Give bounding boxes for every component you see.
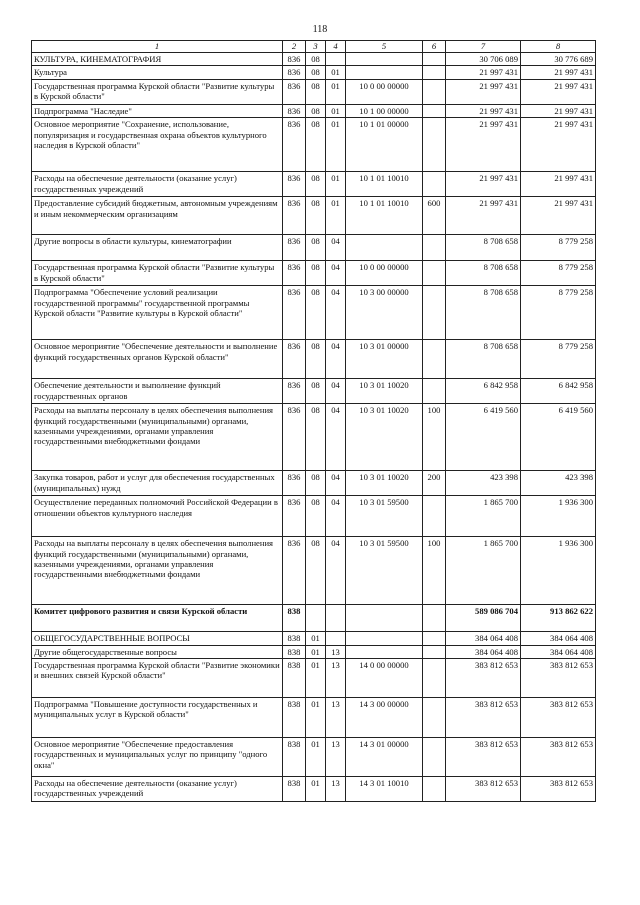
- row-name: КУЛЬТУРА, КИНЕМАТОГРАФИЯ: [32, 53, 283, 66]
- row-ministry-code: 838: [283, 632, 306, 645]
- row-section: 08: [306, 79, 326, 104]
- row-ministry-code: 836: [283, 340, 306, 379]
- header-col-6: 6: [423, 41, 446, 53]
- row-target-article: 10 3 01 59500: [346, 537, 423, 605]
- row-amount-year-1: 8 708 658: [446, 340, 521, 379]
- table-row: [32, 537, 596, 605]
- row-section: 01: [306, 632, 326, 645]
- row-target-article: [346, 53, 423, 66]
- row-section: 01: [306, 777, 326, 802]
- row-expense-type: [423, 379, 446, 404]
- row-expense-type: [423, 698, 446, 738]
- row-amount-year-2: 8 779 258: [521, 235, 596, 261]
- row-ministry-code: 836: [283, 404, 306, 471]
- row-target-article: [346, 645, 423, 658]
- row-name: Государственная программа Курской области "Развитие культуры в Курской области": [32, 79, 283, 104]
- row-amount-year-2: 423 398: [521, 471, 596, 496]
- row-target-article: 10 1 01 10010: [346, 197, 423, 235]
- row-amount-year-1: 30 706 089: [446, 53, 521, 66]
- row-name: Государственная программа Курской области "Развитие культуры в Курской области": [32, 261, 283, 286]
- row-amount-year-2: 1 936 300: [521, 537, 596, 605]
- row-name: Расходы на обеспечение деятельности (оказание услуг) государственных учреждений: [32, 172, 283, 197]
- row-subsection: 01: [326, 66, 346, 79]
- row-ministry-code: 836: [283, 537, 306, 605]
- row-amount-year-2: 383 812 653: [521, 698, 596, 738]
- row-section: 08: [306, 496, 326, 537]
- row-amount-year-2: 21 997 431: [521, 104, 596, 117]
- row-section: 08: [306, 53, 326, 66]
- row-ministry-code: 838: [283, 777, 306, 802]
- row-amount-year-1: 6 842 958: [446, 379, 521, 404]
- budget-table: [31, 40, 596, 802]
- row-amount-year-2: 6 842 958: [521, 379, 596, 404]
- row-section: 08: [306, 537, 326, 605]
- row-amount-year-2: 8 779 258: [521, 261, 596, 286]
- row-ministry-code: 836: [283, 197, 306, 235]
- row-subsection: 04: [326, 286, 346, 340]
- header-col-2: 2: [283, 41, 306, 53]
- row-name: Основное мероприятие "Сохранение, использование, популяризация и государственная охрана объектов культурного наследия в Курской области": [32, 118, 283, 172]
- table-row: [32, 379, 596, 404]
- row-subsection: [326, 605, 346, 632]
- row-target-article: 14 3 00 00000: [346, 698, 423, 738]
- row-section: 01: [306, 698, 326, 738]
- row-subsection: 13: [326, 738, 346, 777]
- row-expense-type: 200: [423, 471, 446, 496]
- row-expense-type: [423, 104, 446, 117]
- row-target-article: [346, 605, 423, 632]
- row-name: Основное мероприятие "Обеспечение предоставления государственных и муниципальных услуг по принципу "одного окна": [32, 738, 283, 777]
- row-section: 01: [306, 659, 326, 698]
- row-target-article: 10 1 00 00000: [346, 104, 423, 117]
- row-amount-year-1: 21 997 431: [446, 79, 521, 104]
- row-subsection: 04: [326, 404, 346, 471]
- row-amount-year-1: 21 997 431: [446, 66, 521, 79]
- row-expense-type: [423, 738, 446, 777]
- row-ministry-code: 836: [283, 261, 306, 286]
- row-name: Подпрограмма "Повышение доступности государственных и муниципальных услуг в Курской области": [32, 698, 283, 738]
- row-amount-year-2: 383 812 653: [521, 659, 596, 698]
- row-expense-type: [423, 777, 446, 802]
- row-section: 01: [306, 645, 326, 658]
- row-ministry-code: 836: [283, 66, 306, 79]
- row-expense-type: 600: [423, 197, 446, 235]
- row-section: [306, 605, 326, 632]
- table-row: [32, 698, 596, 738]
- row-target-article: 10 0 00 00000: [346, 261, 423, 286]
- row-target-article: 14 0 00 00000: [346, 659, 423, 698]
- row-section: 08: [306, 172, 326, 197]
- row-section: 08: [306, 104, 326, 117]
- row-ministry-code: 836: [283, 53, 306, 66]
- table-row: [32, 659, 596, 698]
- table-row: [32, 738, 596, 777]
- row-amount-year-1: 383 812 653: [446, 659, 521, 698]
- row-section: 08: [306, 286, 326, 340]
- row-target-article: 10 0 00 00000: [346, 79, 423, 104]
- row-amount-year-2: 21 997 431: [521, 79, 596, 104]
- row-name: Предоставление субсидий бюджетным, автономным учреждениям и иным некоммерческим организациям: [32, 197, 283, 235]
- row-ministry-code: 838: [283, 738, 306, 777]
- header-col-7: 7: [446, 41, 521, 53]
- row-target-article: 10 3 01 10020: [346, 379, 423, 404]
- table-row: [32, 104, 596, 117]
- row-amount-year-1: 384 064 408: [446, 632, 521, 645]
- row-expense-type: [423, 66, 446, 79]
- row-section: 08: [306, 197, 326, 235]
- row-target-article: [346, 235, 423, 261]
- row-amount-year-1: 21 997 431: [446, 197, 521, 235]
- row-target-article: 10 3 01 59500: [346, 496, 423, 537]
- row-amount-year-1: 383 812 653: [446, 777, 521, 802]
- row-amount-year-1: 21 997 431: [446, 104, 521, 117]
- row-subsection: 04: [326, 235, 346, 261]
- row-amount-year-1: 589 086 704: [446, 605, 521, 632]
- row-amount-year-1: 21 997 431: [446, 172, 521, 197]
- row-subsection: 01: [326, 172, 346, 197]
- row-name: Государственная программа Курской области "Развитие экономики и внешних связей Курской области": [32, 659, 283, 698]
- row-name: Культура: [32, 66, 283, 79]
- row-expense-type: [423, 261, 446, 286]
- row-name: Обеспечение деятельности и выполнение функций государственных органов: [32, 379, 283, 404]
- row-name: ОБЩЕГОСУДАРСТВЕННЫЕ ВОПРОСЫ: [32, 632, 283, 645]
- row-expense-type: [423, 286, 446, 340]
- row-amount-year-1: 8 708 658: [446, 235, 521, 261]
- row-expense-type: [423, 605, 446, 632]
- row-section: 08: [306, 340, 326, 379]
- row-amount-year-1: 1 865 700: [446, 496, 521, 537]
- row-subsection: 04: [326, 537, 346, 605]
- row-amount-year-1: 383 812 653: [446, 698, 521, 738]
- row-name: Подпрограмма "Обеспечение условий реализации государственной программы" государственной программы Курской области "Развитие культуры в Курской области": [32, 286, 283, 340]
- row-subsection: 04: [326, 379, 346, 404]
- row-target-article: 10 3 01 00000: [346, 340, 423, 379]
- row-ministry-code: 838: [283, 605, 306, 632]
- table-row: [32, 645, 596, 658]
- row-subsection: 04: [326, 261, 346, 286]
- row-expense-type: [423, 79, 446, 104]
- row-subsection: 01: [326, 197, 346, 235]
- table-row: [32, 286, 596, 340]
- row-amount-year-2: 30 776 689: [521, 53, 596, 66]
- row-ministry-code: 836: [283, 104, 306, 117]
- row-expense-type: [423, 235, 446, 261]
- row-ministry-code: 838: [283, 698, 306, 738]
- row-ministry-code: 836: [283, 471, 306, 496]
- table-row: [32, 66, 596, 79]
- row-target-article: 14 3 01 10010: [346, 777, 423, 802]
- table-row: [32, 79, 596, 104]
- row-amount-year-1: 383 812 653: [446, 738, 521, 777]
- row-target-article: 10 1 01 10010: [346, 172, 423, 197]
- row-ministry-code: 836: [283, 79, 306, 104]
- row-amount-year-1: 8 708 658: [446, 286, 521, 340]
- row-amount-year-2: 21 997 431: [521, 197, 596, 235]
- table-row: [32, 632, 596, 645]
- row-amount-year-2: 6 419 560: [521, 404, 596, 471]
- row-expense-type: [423, 118, 446, 172]
- row-section: 08: [306, 404, 326, 471]
- header-col-3: 3: [306, 41, 326, 53]
- table-row: [32, 340, 596, 379]
- row-ministry-code: 838: [283, 659, 306, 698]
- row-name: Осуществление переданных полномочий Российской Федерации в отношении объектов культурного наследия: [32, 496, 283, 537]
- page-number: 118: [312, 24, 328, 35]
- row-expense-type: [423, 172, 446, 197]
- row-amount-year-1: 6 419 560: [446, 404, 521, 471]
- row-amount-year-2: 383 812 653: [521, 777, 596, 802]
- table-header-row: [32, 41, 596, 53]
- row-ministry-code: 836: [283, 118, 306, 172]
- row-target-article: 14 3 01 00000: [346, 738, 423, 777]
- row-target-article: 10 3 00 00000: [346, 286, 423, 340]
- row-subsection: 13: [326, 645, 346, 658]
- table-row: [32, 235, 596, 261]
- row-subsection: 04: [326, 471, 346, 496]
- row-section: 08: [306, 66, 326, 79]
- row-amount-year-2: 21 997 431: [521, 172, 596, 197]
- row-amount-year-1: 21 997 431: [446, 118, 521, 172]
- row-amount-year-2: 383 812 653: [521, 738, 596, 777]
- table-row: [32, 471, 596, 496]
- table-row: [32, 118, 596, 172]
- row-section: 08: [306, 379, 326, 404]
- row-section: 08: [306, 471, 326, 496]
- row-ministry-code: 836: [283, 286, 306, 340]
- table-row: [32, 404, 596, 471]
- row-name: Закупка товаров, работ и услуг для обеспечения государственных (муниципальных) нужд: [32, 471, 283, 496]
- table-body: [32, 53, 596, 802]
- table-row: [32, 53, 596, 66]
- row-subsection: 01: [326, 118, 346, 172]
- row-expense-type: [423, 632, 446, 645]
- row-expense-type: 100: [423, 537, 446, 605]
- table-row: [32, 261, 596, 286]
- row-target-article: 10 3 01 10020: [346, 404, 423, 471]
- row-ministry-code: 838: [283, 645, 306, 658]
- row-expense-type: [423, 53, 446, 66]
- row-target-article: 10 3 01 10020: [346, 471, 423, 496]
- row-name: Основное мероприятие "Обеспечение деятельности и выполнение функций государственных органов Курской области": [32, 340, 283, 379]
- table-row: [32, 605, 596, 632]
- row-ministry-code: 836: [283, 172, 306, 197]
- row-amount-year-2: 1 936 300: [521, 496, 596, 537]
- row-amount-year-1: 384 064 408: [446, 645, 521, 658]
- row-subsection: 13: [326, 659, 346, 698]
- row-subsection: 01: [326, 79, 346, 104]
- table-row: [32, 172, 596, 197]
- row-name: Расходы на обеспечение деятельности (оказание услуг) государственных учреждений: [32, 777, 283, 802]
- row-section: 01: [306, 738, 326, 777]
- row-ministry-code: 836: [283, 496, 306, 537]
- row-section: 08: [306, 235, 326, 261]
- row-subsection: [326, 53, 346, 66]
- row-amount-year-1: 1 865 700: [446, 537, 521, 605]
- row-name: Другие общегосударственные вопросы: [32, 645, 283, 658]
- row-amount-year-2: 8 779 258: [521, 286, 596, 340]
- row-subsection: 01: [326, 104, 346, 117]
- row-subsection: 04: [326, 340, 346, 379]
- row-amount-year-1: 423 398: [446, 471, 521, 496]
- row-subsection: 04: [326, 496, 346, 537]
- row-name: Расходы на выплаты персоналу в целях обеспечения выполнения функций государственными (муниципальными) органами, казенными учреждениями, органами управления государственными внебюджетными фондами: [32, 537, 283, 605]
- row-target-article: [346, 632, 423, 645]
- header-col-1: 1: [32, 41, 283, 53]
- row-target-article: 10 1 01 00000: [346, 118, 423, 172]
- row-amount-year-2: 21 997 431: [521, 118, 596, 172]
- row-name: Комитет цифрового развития и связи Курской области: [32, 605, 283, 632]
- row-expense-type: [423, 340, 446, 379]
- row-amount-year-2: 384 064 408: [521, 645, 596, 658]
- row-section: 08: [306, 118, 326, 172]
- row-subsection: 13: [326, 777, 346, 802]
- table-row: [32, 496, 596, 537]
- row-expense-type: [423, 496, 446, 537]
- row-expense-type: [423, 645, 446, 658]
- row-name: Расходы на выплаты персоналу в целях обеспечения выполнения функций государственными (муниципальными) органами, казенными учреждениями, органами управления государственными внебюджетными фондами: [32, 404, 283, 471]
- row-section: 08: [306, 261, 326, 286]
- row-subsection: [326, 632, 346, 645]
- row-amount-year-1: 8 708 658: [446, 261, 521, 286]
- row-subsection: 13: [326, 698, 346, 738]
- row-name: Подпрограмма "Наследие": [32, 104, 283, 117]
- row-expense-type: [423, 659, 446, 698]
- row-ministry-code: 836: [283, 379, 306, 404]
- row-ministry-code: 836: [283, 235, 306, 261]
- header-col-4: 4: [326, 41, 346, 53]
- row-target-article: [346, 66, 423, 79]
- row-amount-year-2: 8 779 258: [521, 340, 596, 379]
- table-row: [32, 777, 596, 802]
- row-amount-year-2: 913 862 622: [521, 605, 596, 632]
- row-expense-type: 100: [423, 404, 446, 471]
- header-col-5: 5: [346, 41, 423, 53]
- row-name: Другие вопросы в области культуры, кинематографии: [32, 235, 283, 261]
- row-amount-year-2: 384 064 408: [521, 632, 596, 645]
- header-col-8: 8: [521, 41, 596, 53]
- row-amount-year-2: 21 997 431: [521, 66, 596, 79]
- table-row: [32, 197, 596, 235]
